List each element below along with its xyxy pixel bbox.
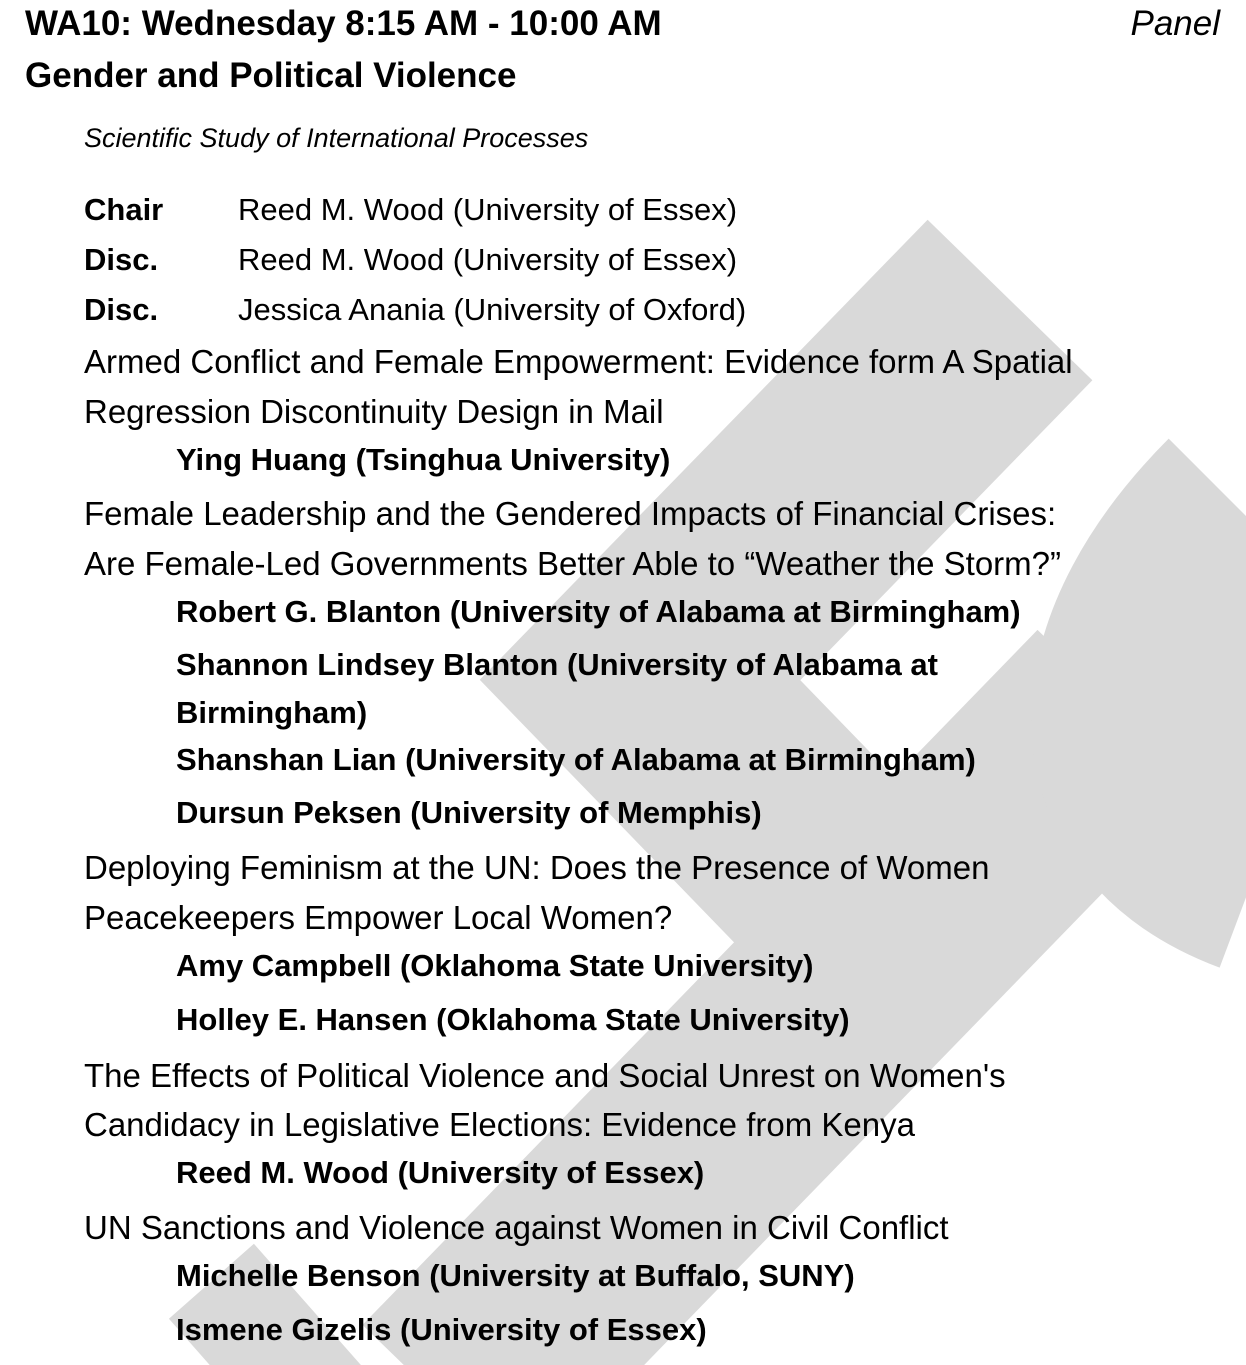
role-label: Disc.: [84, 242, 159, 277]
paper-title-line: Armed Conflict and Female Empowerment: Evidence form A Spatial: [84, 343, 1073, 380]
role-person: Reed M. Wood (University of Essex): [238, 192, 738, 227]
paper-author: Michelle Benson (University at Buffalo, SUNY): [176, 1258, 855, 1293]
paper-author: Ismene Gizelis (University of Essex): [176, 1312, 707, 1347]
role-person: Reed M. Wood (University of Essex): [238, 242, 738, 277]
paper-author: Dursun Peksen (University of Memphis): [176, 795, 762, 830]
paper-title-line: Peacekeepers Empower Local Women?: [84, 899, 673, 936]
paper-title-line: Are Female-Led Governments Better Able to “Weather the Storm?”: [84, 545, 1061, 582]
paper-author: Reed M. Wood (University of Essex): [176, 1155, 705, 1190]
paper-author: Amy Campbell (Oklahoma State University): [176, 948, 814, 983]
role-label: Disc.: [84, 292, 159, 327]
session-title: Gender and Political Violence: [25, 56, 517, 95]
paper-author: Shannon Lindsey Blanton (University of Alabama at: [176, 647, 938, 682]
paper-author: Robert G. Blanton (University of Alabama at Birmingham): [176, 594, 1021, 629]
session-code-time: WA10: Wednesday 8:15 AM - 10:00 AM: [25, 4, 662, 43]
paper-title-line: Candidacy in Legislative Elections: Evidence from Kenya: [84, 1106, 915, 1143]
session-type-label: Panel: [1130, 4, 1220, 43]
paper-author: Ying Huang (Tsinghua University): [176, 442, 671, 477]
paper-author-continued: Birmingham): [176, 695, 368, 730]
section-name: Scientific Study of International Processes: [84, 123, 589, 153]
paper-title-line: Female Leadership and the Gendered Impacts of Financial Crises:: [84, 495, 1057, 532]
role-row-chair: [84, 190, 737, 230]
role-row-discussant: [84, 240, 737, 280]
role-row-discussant: [84, 290, 746, 330]
role-person: Jessica Anania (University of Oxford): [238, 292, 747, 327]
paper-author: Holley E. Hansen (Oklahoma State University): [176, 1002, 850, 1037]
paper-title-line: UN Sanctions and Violence against Women in Civil Conflict: [84, 1209, 949, 1246]
paper-title-line: Deploying Feminism at the UN: Does the Presence of Women: [84, 849, 990, 886]
paper-title-line: The Effects of Political Violence and Social Unrest on Women's: [84, 1057, 1006, 1094]
role-label: Chair: [84, 192, 164, 227]
paper-title-line: Regression Discontinuity Design in Mail: [84, 393, 664, 430]
paper-author: Shanshan Lian (University of Alabama at Birmingham): [176, 742, 976, 777]
